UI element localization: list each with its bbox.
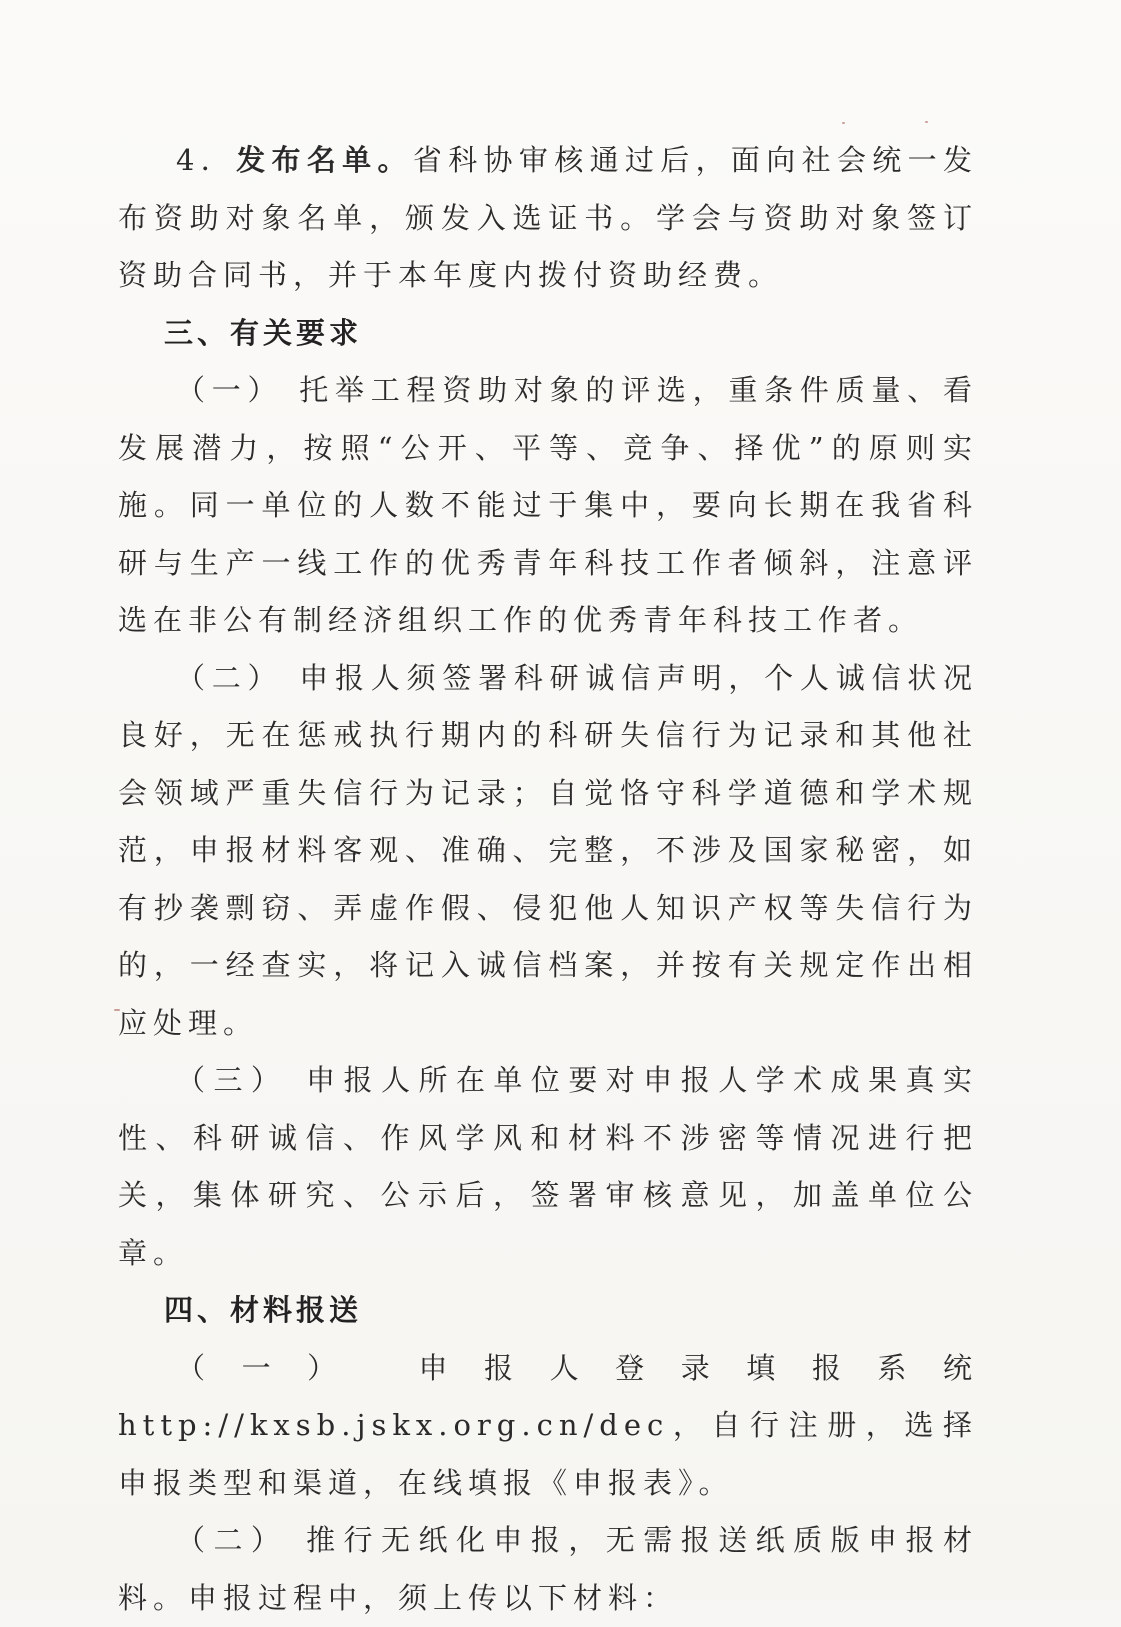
scan-speck [842,122,845,124]
paragraph-publish-list [118,132,978,305]
paragraph-text: 省科协审核通过后，面向社会统一发布资助对象名单，颁发入选证书。学会与资助对象签订资助合同书，并于本年度内拨付资助经费。 [118,143,978,292]
requirement-item-1: （一） 托举工程资助对象的评选，重条件质量、看发展潜力，按照“公开、平等、竞争、择优”的原则实施。同一单位的人数不能过于集中，要向长期在我省科研与生产一线工作的优秀青年科技工作者倾斜，注意评选在非公有制经济组织工作的优秀青年科技工作者。 [118,373,978,637]
document-body [118,132,978,1627]
scan-speck [925,121,928,123]
requirement-item-3: （三） 申报人所在单位要对申报人学术成果真实性、科研诚信、作风学风和材料不涉密等情况进行把关，集体研究、公示后，签署审核意见，加盖单位公章。 [118,1063,978,1270]
paragraph-lead-bold: 发布名单。 [236,143,413,177]
requirement-item-2: （二） 申报人须签署科研诚信声明，个人诚信状况良好，无在惩戒执行期内的科研失信行为记录和其他社会领域严重失信行为记录；自觉恪守科学道德和学术规范，申报材料客观、准确、完整，不涉及国家秘密，如有抄袭剽窃、弄虚作假、侵犯他人知识产权等失信行为的，一经查实，将记入诚信档案，并按有关规定作出相应处理。 [118,660,978,1040]
paragraph-number: 4． [176,143,237,177]
submission-item-2: （二） 推行无纸化申报，无需报送纸质版申报材料。申报过程中，须上传以下材料： [118,1523,978,1615]
submission-item-1: （一） 申报人登录填报系统 http://kxsb.jskx.org.cn/dec，自行注册，选择申报类型和渠道，在线填报《申报表》。 [118,1350,978,1500]
section-heading-submission: 四、材料报送 [164,1293,363,1327]
section-heading-requirements: 三、有关要求 [164,315,363,350]
